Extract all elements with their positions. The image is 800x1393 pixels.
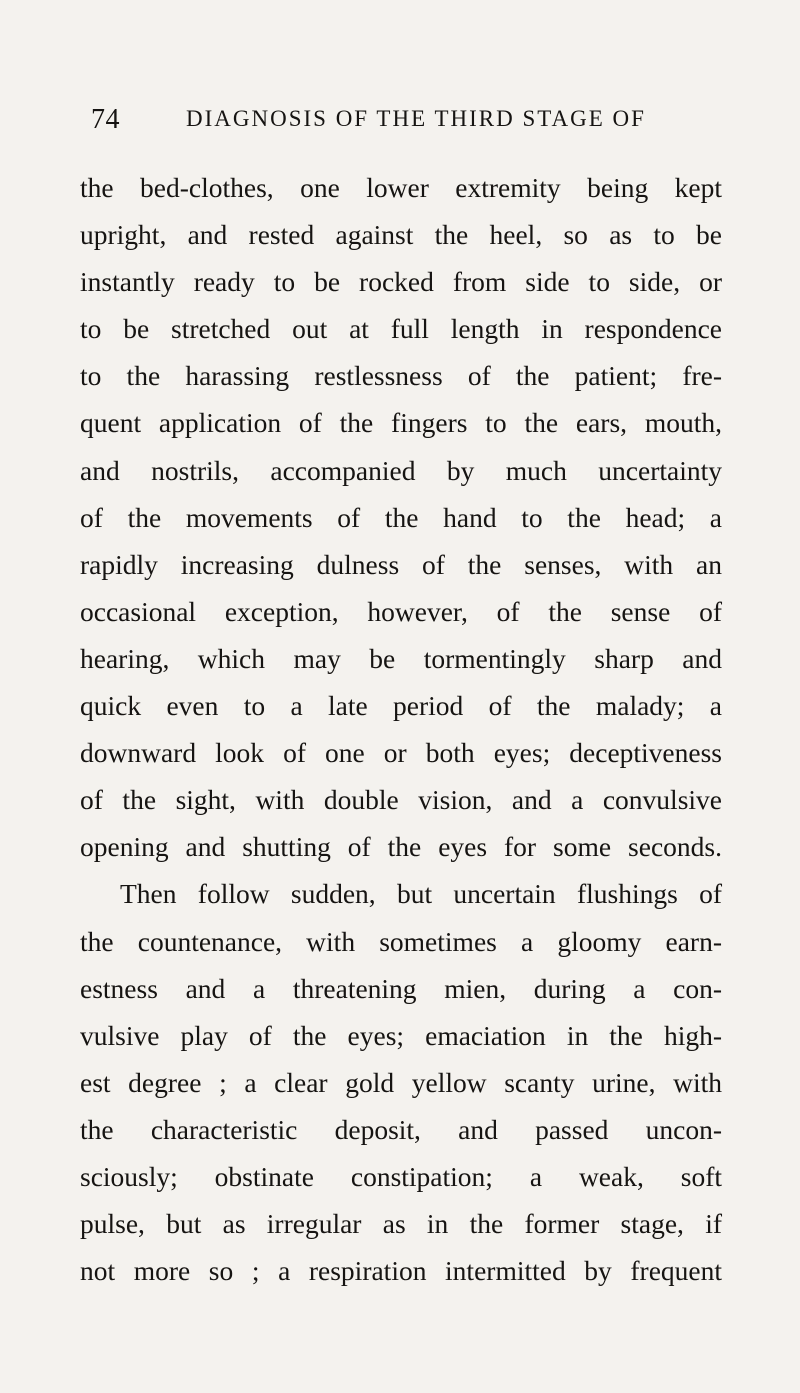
text-line: est degree ; a clear gold yellow scanty urine, with xyxy=(80,1066,722,1098)
text-line: to be stretched out at full length in respondence xyxy=(80,313,722,345)
text-line: the characteristic deposit, and passed uncon- xyxy=(80,1113,722,1145)
page-header xyxy=(0,96,800,136)
text-line: hearing, which may be tormentingly sharp and xyxy=(80,642,722,674)
text-line: occasional exception, however, of the sense of xyxy=(80,595,722,627)
text-line: upright, and rested against the heel, so as to be xyxy=(80,219,722,251)
text-line: of the sight, with double vision, and a convulsive xyxy=(80,784,722,816)
text-line: the bed-clothes, one lower extremity being kept xyxy=(80,172,722,203)
text-line: pulse, but as irregular as in the former stage, if xyxy=(80,1208,722,1240)
text-line: quent application of the fingers to the ears, mouth, xyxy=(80,407,722,439)
text-line: of the movements of the hand to the head; a xyxy=(80,501,722,533)
text-line: to the harassing restlessness of the patient; fre- xyxy=(80,360,722,392)
text-line: instantly ready to be rocked from side to side, or xyxy=(80,266,722,298)
running-head: DIAGNOSIS OF THE THIRD STAGE OF xyxy=(186,106,646,131)
text-line: quick even to a late period of the malady; a xyxy=(80,690,722,722)
text-line: opening and shutting of the eyes for some seconds. xyxy=(80,831,722,863)
page-number: 74 xyxy=(91,104,120,135)
text-line: vulsive play of the eyes; emaciation in the high- xyxy=(80,1019,722,1051)
text-line: and nostrils, accompanied by much uncertainty xyxy=(80,454,722,486)
paragraph-first-line: Then follow sudden, but uncertain flushings of xyxy=(120,878,722,910)
text-line: downward look of one or both eyes; deceptiveness xyxy=(80,737,722,769)
text-line: not more so ; a respiration intermitted by frequent xyxy=(80,1255,722,1287)
text-line: estness and a threatening mien, during a con- xyxy=(80,972,722,1004)
body-text xyxy=(80,164,722,1294)
text-line: sciously; obstinate constipation; a weak, soft xyxy=(80,1160,722,1192)
text-line: the countenance, with sometimes a gloomy earn- xyxy=(80,925,722,957)
text-line: rapidly increasing dulness of the senses, with an xyxy=(80,548,722,580)
